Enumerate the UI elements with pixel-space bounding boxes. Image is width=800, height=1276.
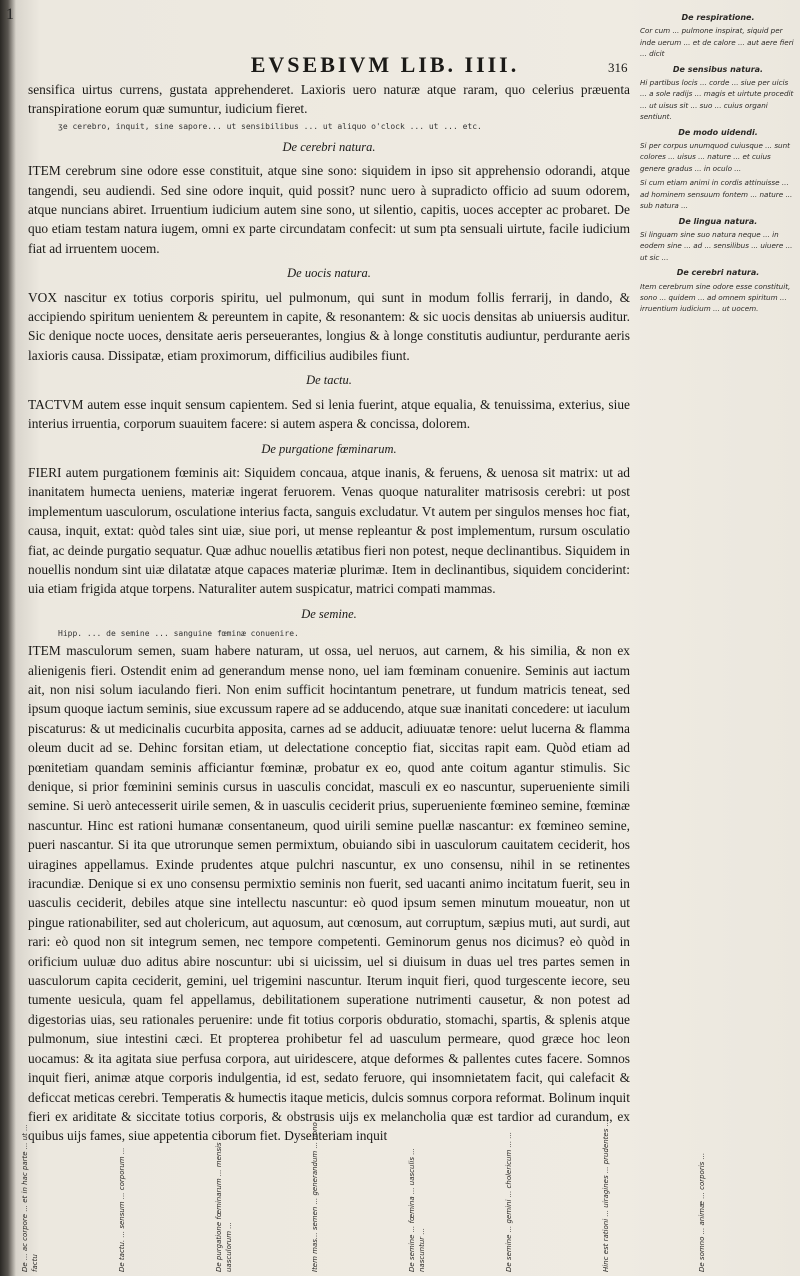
paragraph-semen: ITEM masculorum semen, suam habere naturam, ut ossa, uel neruos, aut carnem, & his similia, & non ex alienigenis fieri. Ostendit enim ad generandum mense nono, uel iam fœminam conuenire. Seminis aut iactum ait, non nisi solum iaculando fieri. Non enim sufficit hocintantum penetrare, ut fundum matricis teneat, sed ipsum quoque iactum seminis, siue excussum rapere ad se adducendo, atque suæ inanitati concedere: ut iaculum piscaturus: & ut medicinalis cucurbita apposita, carnes ad se adducit, adiuuatæ tenore: uelut lucerna & flamma oleum ducit ad se. Dehinc forsitan etiam, ut delectatione conceptio fiat, siccitas rapit eam. Quòd etiam ad pœnitetiam quandam seminis afficiantur fœminæ, probatur ex eo, quod ante coitum agantur stimulis. Sic denique, si prior fœminini seminis cursus in uasculis concidat, masculi ex eo nascuntur, superueniente simili semine. Si uerò antecesserit uirile semen, & in uasculis ceciderit prius, superueniente fœmineo semine, fœminæ nascuntur. Hinc est rationi humanæ consentaneum, quod uirili semine puellæ nascantur: ex fœmineo semine, pueri nascantur. Si ita que utrorunque semen permixtum, obuiando sibi in uasculorum cauitatem ceciderit, hos uiragines appellamus. Exinde prudentes atque pulchri nascuntur, ex uno consensu, nihil in se retinentes iracundiæ. Denique si ex uno consensu permixtio seminis non fuerit, sed uacanti animo incitatum fuerit, seu in uasculis ceciderit, debiles atque sine intellectu nascuntur: eò quod ipsum semen minutum moueatur, non ut pingue rationabiliter, sed aut cholericum, aut aquosum, aut cœnosum, aut corruptum, sæpius muti, aut surdi, aut rari: eò quod non sit integrum semen, nec tempore competenti. Geminorum genus nos dicimus? eò quòd in orificium uuluæ duo aditus abire noscuntur: ubi si uicissim, uel si diuisum in duas uel tres partes semen in uasculorum capita ceciderit, gemini, uel trigemini nascuntur. Iterum inquit fieri, quod turgescente iecore, seu tumente uesicula, quam fel appellamus, debilitationem superatione nutrimenti causetur, & non potest ad digestorias uias, seu rationales peruenire: unde fit totius corporis obduratio, stomachi, spartis, & splenis atque pulmonum, siue intestini cæci. Et propterea prohibetur fel ad uasculum permeare, quod græce hoc leon uocamus: & ita agitata siue perfusa corpora, aut uiridescere, atque deformes & pallentes cutes facere. Somnos inquit fieri, animæ atque corporis indulgentia, id est, sedato feruore, qui insomnietatem facit, qui calefacit & deficcat meticas cerebri. Temperatis & humectis itaque meticis, dulcis somnus corpora reformat. Bolinum inquit fieri ex ariditate & siccitate totius corporis, & obstrusis uijs ex melancholia quæ est tardior ad curandum, ex quibus uijs fames, siue appetentia ciborum fiet. Dysenteriam inquit — [28, 643, 630, 1144]
section-heading: De uocis natura. — [287, 266, 371, 281]
bottom-note: Item mas... semen ... generandum ... nono ... — [311, 1113, 320, 1272]
gutter-mark: 1 — [6, 6, 14, 23]
section-heading: De purgatione fœminarum. — [261, 441, 397, 456]
bottom-note: De semine ... fœmina ... uasculis ... nascuntur ... — [408, 1148, 426, 1272]
bottom-note: De ... ac corpore ... et in hac parte ... ut ... factu — [21, 1124, 39, 1272]
margin-heading: De sensibus natura. — [672, 64, 764, 74]
margin-note: Si cum etiam animi in cordis attinuisse ... ad hominem sensuum fontem ... nature ... sub natura ... — [640, 178, 793, 211]
margin-note: Cor cum ... pulmone inspirat, siquid per inde uerum ... et de calore ... aut aere fieri ... dicit — [640, 26, 794, 59]
margin-heading: De respiratione. — [681, 13, 755, 22]
marginal-annotations — [640, 8, 796, 1118]
running-header: EVSEBIVM LIB. IIII. — [250, 52, 520, 77]
bottom-note: Hinc est rationi ... uiragines ... prudentes ... — [601, 1119, 610, 1272]
folio-number: 316 — [608, 60, 628, 75]
bottom-note: De semine ... gemini ... cholericum ... ... — [504, 1131, 513, 1272]
paragraph-vox: VOX nascitur ex totius corporis spiritu, uel pulmonum, qui sunt in modum follis ferrarij, in dando, & accipiendo spiritum uenientem & pereuntem in capite, & resonantem: & sic uocis densitas ab uniuersis auditur. Sic denique nocte uoces, densitate aeris perseuerantes, longius & à longe constitutis audiuntur, perdurante aeris laxioris causa. Dissipatæ, etiam proximorum, difficilius audibiles fiunt. — [28, 289, 630, 363]
paragraph-purgatio: FIERI autem purgationem fœminis ait: Siquidem concaua, atque inanis, & feruens, & uenosa sit matrix: ut ad inanitatem humecta ueniens, materiæ ingerat feruorem. Venas quoque naturaliter matrisosis cerebri: ut post implementum uasculorum, osculatione interius facta, sanguis excludatur. Vt autem per singulos menses hoc fiat, causa, inquit, extat: quòd tales sint uiæ, siue pori, ut mense repleantur & post implementum, rursum osculatio fiat, ac deinde purgatio sequatur. Quæ adhuc nouellis ætatibus fieri non potest, neque declinantibus. Siquidem in nouellis nondum sint uiæ dilatatæ atque capaces materiæ plurimæ. Item in declinantibus, siquidem conciderint: uia etiam frigida atque torpens. Naturaliter autem suspicatur, matrici compati mammas. — [28, 464, 630, 597]
margin-note: Hi partibus locis ... corde ... siue per uicis ... a sole radijs ... magis et uirtute procedit ... ut uisus sit ... suo ... cuius organi sentiunt. — [640, 78, 794, 122]
section-heading: De cerebri natura. — [282, 139, 376, 154]
margin-heading: De cerebri natura. — [676, 268, 760, 278]
margin-note: Si per corpus unumquod cuiusque ... sunt colores ... uisus ... nature ... et cuius genere gradus ... in oculo ... — [640, 141, 790, 173]
paragraph-cerebrum: ITEM cerebrum sine odore esse constituit, atque sine sono: siquidem in ipso sit apprehensio odorandi, atque tangendi, seu audiendi. Sed sine odore inquit, quid possit? nunc uero à supradicto officio ad suum odorem, atque nuncians abiret. Irruentium iudicium autem sine sono, ut silentio, capitis, uoces accepter ac probaret. De quo etiam testam natura iugem, omni ex parte circundatam confecit: ut sum pta sensuali uirtute, facile iudicium fiat ad irruentem uocem. — [28, 163, 630, 256]
margin-note: Item cerebrum sine odore esse constituit, sono ... quidem ... ad omnem spiritum ... irruentium iudicium ... ut uocem. — [640, 281, 791, 314]
handwritten-note: ʒe cerebro, inquit, sine sapore... ut sensibilibus ... ut aliquo o'clock ... ut ... etc. — [58, 121, 482, 131]
bottom-annotations — [20, 1112, 790, 1272]
bottom-note: De somno ... animæ ... corporis ... — [698, 1152, 707, 1272]
body-column — [28, 80, 630, 1146]
margin-note: Si linguam sine suo natura neque ... in eodem sine ... ad ... sensilibus ... uiuere ... ut sic ... — [640, 229, 793, 262]
handwritten-note: Hipp. ... de semine ... sanguine fœminæ conuenire. — [58, 629, 299, 639]
margin-heading: De lingua natura. — [678, 216, 758, 226]
paragraph-tactus: TACTVM autem esse inquit sensum capientem. Sed si lenia fuerint, atque equalia, & tenuissima, exterius, siue interius irruentia, corporum suauitem facere: si autem aspera & concissa, dolorem. — [28, 396, 630, 432]
section-heading: De tactu. — [306, 373, 352, 388]
bottom-note: De purgatione fœminarum ... mensis ... uasculorum ... — [214, 1133, 233, 1272]
paragraph-intro: sensifica uirtus currens, gustata apprehenderet. Laxioris uero naturæ atque raram, quo celerius præuenta transpiratione eorum quæ sumuntur, iudicium fieret. — [28, 82, 630, 117]
margin-heading: De modo uidendi. — [678, 127, 758, 137]
bottom-note: De tactu. ... sensum ... corporum ... — [117, 1147, 126, 1272]
section-heading: De semine. — [301, 606, 357, 621]
